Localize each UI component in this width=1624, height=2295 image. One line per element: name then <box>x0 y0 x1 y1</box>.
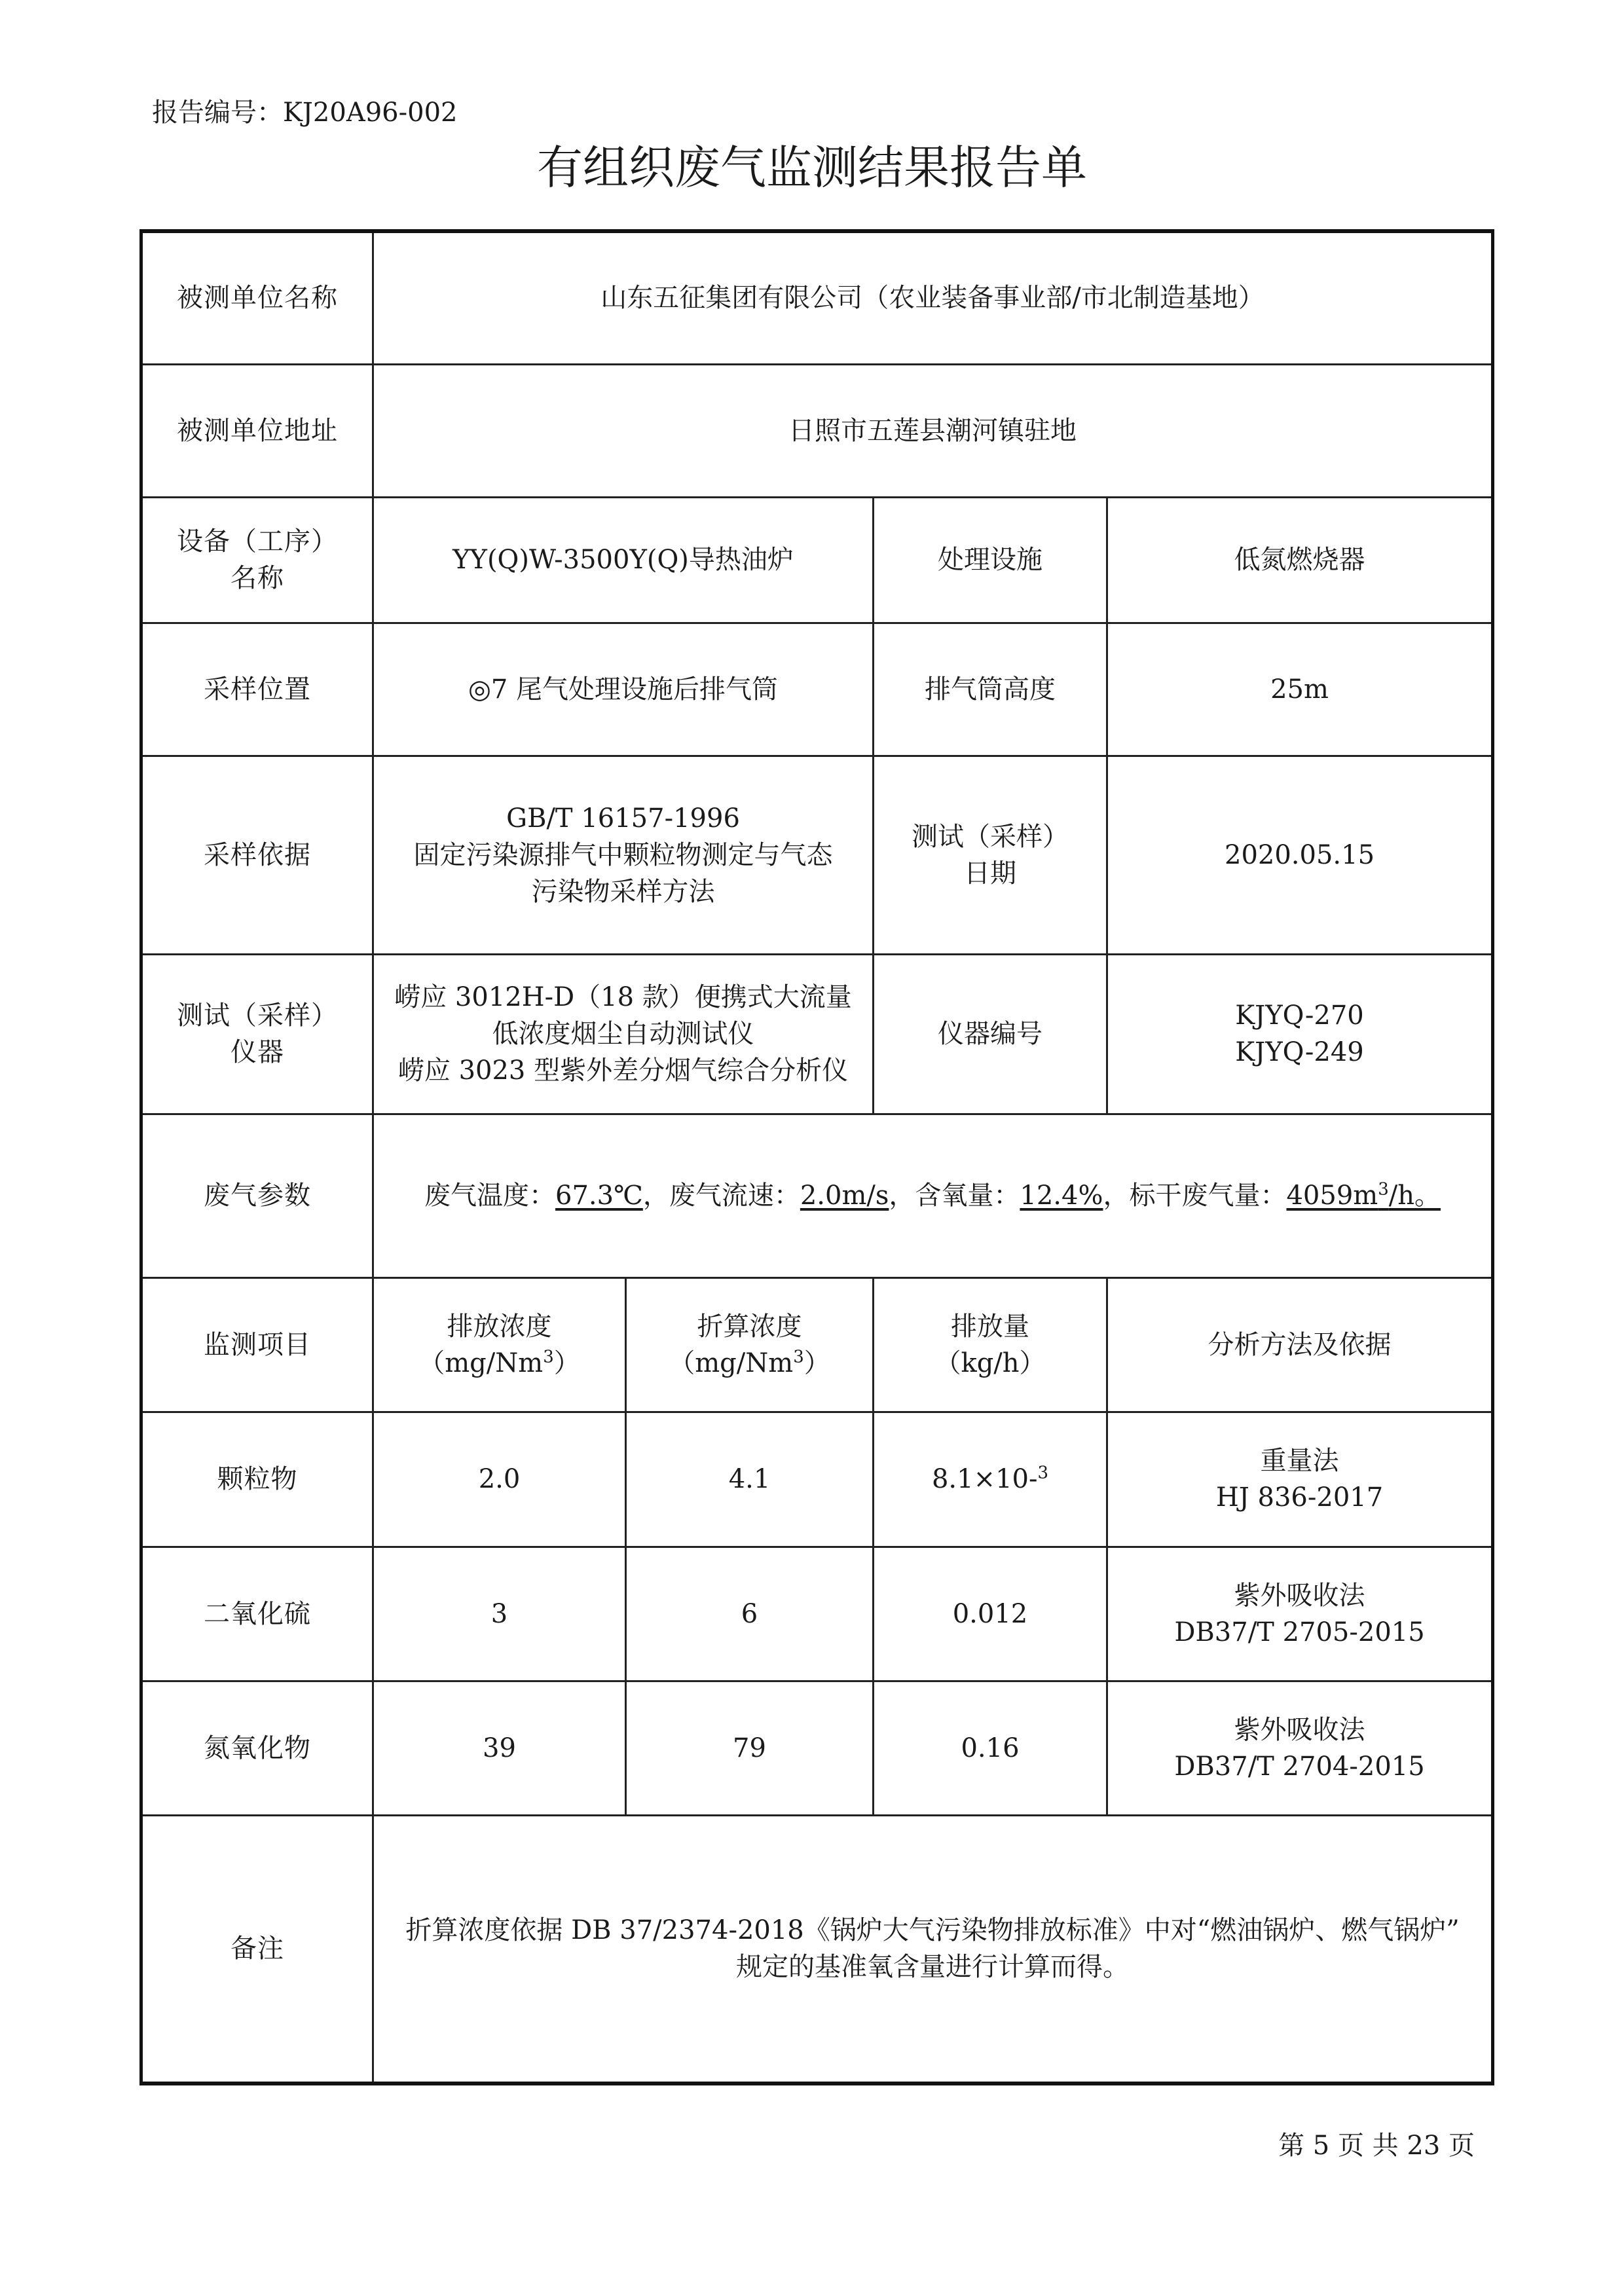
dry-flow-number: 4059m <box>1286 1181 1378 1211</box>
report-table <box>139 229 1494 2085</box>
dry-flow-unit: /h。 <box>1388 1181 1441 1211</box>
instrument-line: 低浓度烟尘自动测试仪 <box>492 1019 754 1049</box>
instrument-line: 崂应 3012H-D（18 款）便携式大流量 <box>394 982 852 1012</box>
treatment-value: 低氮燃烧器 <box>1107 497 1493 623</box>
rate-exponent: 3 <box>1037 1463 1049 1483</box>
result-emission-rate: 0.16 <box>874 1681 1107 1815</box>
treatment-label: 处理设施 <box>874 497 1107 623</box>
sampling-position-label: 采样位置 <box>141 623 373 756</box>
instrument-line: 崂应 3023 型紫外差分烟气综合分析仪 <box>397 1056 849 1086</box>
result-item: 颗粒物 <box>141 1412 373 1547</box>
method-standard: HJ 836-2017 <box>1215 1482 1384 1513</box>
remarks-label: 备注 <box>141 1815 373 2084</box>
instrument-id-value <box>1107 954 1493 1114</box>
header-emission-conc <box>373 1277 626 1412</box>
sampling-basis-label: 采样依据 <box>141 756 373 954</box>
sampling-date-label-line: 日期 <box>964 858 1016 889</box>
page-number: 第 5 页 共 23 页 <box>1278 2131 1475 2161</box>
stack-height-value: 25m <box>1107 623 1493 756</box>
method-name: 紫外吸收法 <box>1234 1714 1365 1745</box>
dry-flow-value <box>1286 1181 1441 1211</box>
instrument-label <box>141 954 373 1114</box>
header-emission-rate <box>874 1277 1107 1412</box>
header-converted-conc-unit <box>635 1345 864 1382</box>
remarks-line: 折算浓度依据 DB 37/2374-2018《锅炉大气污染物排放标准》中对“燃油锅炉、燃气锅炉” <box>405 1915 1460 1946</box>
header-emission-conc-unit <box>382 1345 617 1382</box>
header-emission-conc-title: 排放浓度 <box>447 1311 552 1342</box>
results-header-row <box>141 1277 1493 1412</box>
sampling-date-value: 2020.05.15 <box>1107 756 1493 954</box>
sampling-basis-line: 固定污染源排气中颗粒物测定与气态 <box>413 839 833 870</box>
result-row-pm <box>141 1412 1493 1547</box>
report-number <box>152 92 457 129</box>
instrument-label-line: 仪器 <box>231 1037 284 1067</box>
result-emission-conc: 39 <box>373 1681 626 1815</box>
header-item: 监测项目 <box>141 1277 373 1412</box>
gas-params-value <box>373 1114 1493 1277</box>
unit-name-value: 山东五征集团有限公司（农业装备事业部/市北制造基地） <box>373 231 1493 364</box>
unit-address-row <box>141 364 1493 497</box>
gas-velocity-value: 2.0m/s <box>800 1181 889 1211</box>
report-number-label: 报告编号： <box>152 98 283 128</box>
result-row-so2 <box>141 1547 1493 1681</box>
dry-flow-superscript: 3 <box>1378 1179 1389 1200</box>
result-emission-rate: 0.012 <box>874 1547 1107 1681</box>
instrument-id: KJYQ-249 <box>1235 1037 1364 1067</box>
equipment-label-line: 设备（工序） <box>177 526 338 557</box>
equipment-label-line: 名称 <box>231 563 284 593</box>
instrument-id-label: 仪器编号 <box>874 954 1107 1114</box>
result-item: 二氧化硫 <box>141 1547 373 1681</box>
sampling-position-row <box>141 623 1493 756</box>
header-method: 分析方法及依据 <box>1107 1277 1493 1412</box>
unit-name-label: 被测单位名称 <box>141 231 373 364</box>
remarks-row <box>141 1815 1493 2084</box>
sampling-basis-row <box>141 756 1493 954</box>
remarks-value <box>373 1815 1493 2084</box>
unit-close: ） <box>803 1348 830 1378</box>
equipment-row <box>141 497 1493 623</box>
rate-base: 8.1×10- <box>931 1464 1038 1494</box>
gas-params-row <box>141 1114 1493 1277</box>
gas-temp-value: 67.3℃ <box>555 1181 643 1211</box>
gas-params-label: 废气参数 <box>141 1114 373 1277</box>
method-name: 紫外吸收法 <box>1234 1580 1365 1611</box>
header-emission-rate-title: 排放量 <box>951 1311 1029 1342</box>
sampling-date-label <box>874 756 1107 954</box>
method-name: 重量法 <box>1260 1446 1339 1476</box>
instrument-value <box>373 954 874 1114</box>
sampling-basis-value <box>373 756 874 954</box>
sampling-position-value: ◎7 尾气处理设施后排气筒 <box>373 623 874 756</box>
header-converted-conc <box>626 1277 874 1412</box>
method-standard: DB37/T 2704-2015 <box>1174 1751 1425 1782</box>
gas-velocity-label: ，废气流速： <box>642 1181 800 1211</box>
remarks-line: 规定的基准氧含量进行计算而得。 <box>736 1952 1130 1983</box>
sampling-basis-line: GB/T 16157-1996 <box>506 803 740 834</box>
page-title: 有组织废气监测结果报告单 <box>537 141 1087 194</box>
oxygen-value: 12.4% <box>1020 1181 1103 1211</box>
result-converted-conc: 4.1 <box>626 1412 874 1547</box>
equipment-name: YY(Q)W-3500Y(Q)导热油炉 <box>373 497 874 623</box>
dry-flow-label: ，标干废气量： <box>1103 1181 1287 1211</box>
result-emission-conc: 2.0 <box>373 1412 626 1547</box>
result-item: 氮氧化物 <box>141 1681 373 1815</box>
result-emission-rate <box>874 1412 1107 1547</box>
sampling-date-label-line: 测试（采样） <box>912 821 1069 852</box>
sampling-basis-line: 污染物采样方法 <box>531 876 715 907</box>
result-method <box>1107 1547 1493 1681</box>
unit-close: ） <box>553 1348 580 1378</box>
unit-text: （mg/Nm <box>669 1348 794 1378</box>
instrument-row <box>141 954 1493 1114</box>
header-emission-rate-unit: （kg/h） <box>934 1348 1046 1378</box>
method-standard: DB37/T 2705-2015 <box>1174 1617 1425 1647</box>
result-converted-conc: 79 <box>626 1681 874 1815</box>
instrument-id: KJYQ-270 <box>1235 1001 1364 1031</box>
unit-text: （mg/Nm <box>418 1348 544 1378</box>
result-converted-conc: 6 <box>626 1547 874 1681</box>
result-row-nox <box>141 1681 1493 1815</box>
stack-height-label: 排气筒高度 <box>874 623 1107 756</box>
result-emission-conc: 3 <box>373 1547 626 1681</box>
report-number-value: KJ20A96-002 <box>283 98 458 128</box>
result-method <box>1107 1412 1493 1547</box>
unit-address-label: 被测单位地址 <box>141 364 373 497</box>
instrument-label-line: 测试（采样） <box>177 1001 338 1031</box>
equipment-label <box>141 497 373 623</box>
header-converted-conc-title: 折算浓度 <box>697 1311 802 1342</box>
oxygen-label: ，含氧量： <box>889 1181 1020 1211</box>
gas-temp-label: 废气温度： <box>424 1181 556 1211</box>
result-method <box>1107 1681 1493 1815</box>
unit-superscript: 3 <box>543 1347 554 1367</box>
unit-name-row <box>141 231 1493 364</box>
unit-address-value: 日照市五莲县潮河镇驻地 <box>373 364 1493 497</box>
unit-superscript: 3 <box>793 1347 804 1367</box>
